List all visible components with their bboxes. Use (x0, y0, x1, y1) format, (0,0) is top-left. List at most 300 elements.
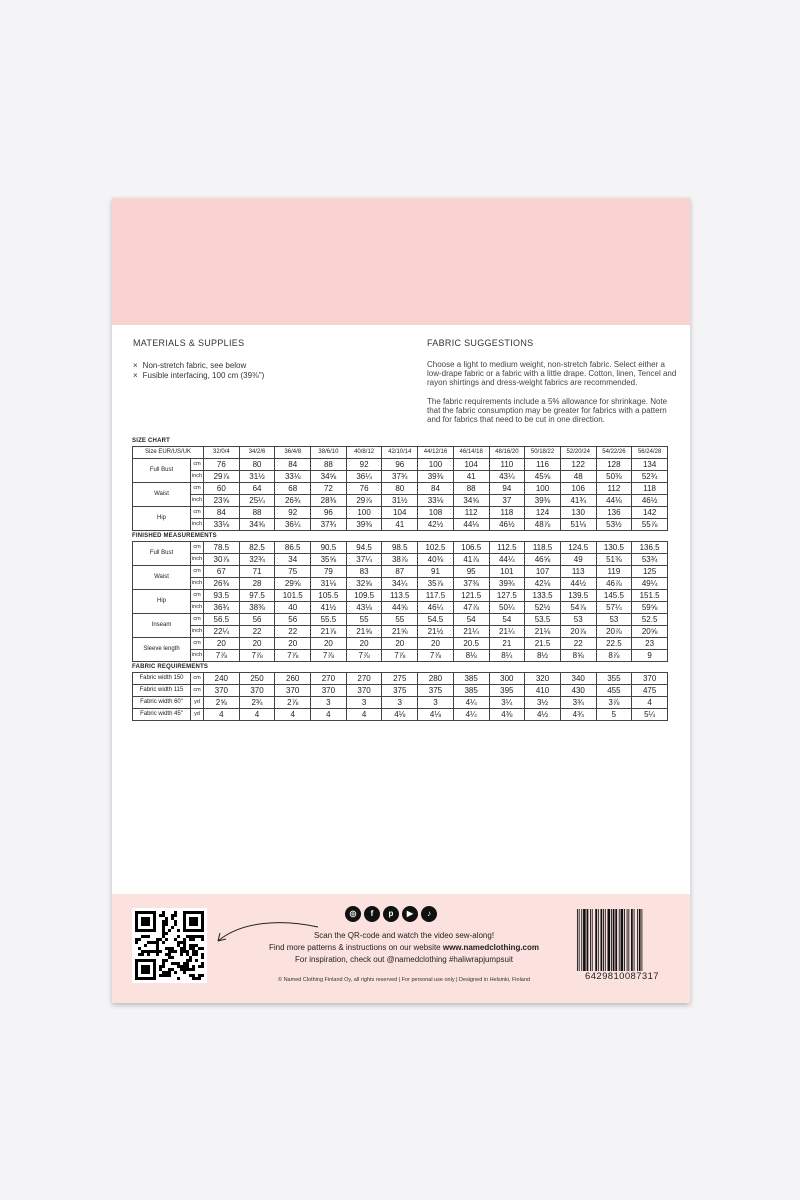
value-cell: 29⅞ (204, 471, 240, 483)
value-cell: 98.5 (382, 542, 418, 554)
value-cell: 142 (632, 507, 668, 519)
value-cell: 370 (239, 685, 275, 697)
value-cell: 34¼ (382, 578, 418, 590)
value-cell: 125 (632, 566, 668, 578)
value-cell: 112.5 (489, 542, 525, 554)
value-cell: 3 (418, 697, 454, 709)
youtube-icon[interactable]: ▶ (402, 906, 418, 922)
value-cell: 370 (204, 685, 240, 697)
value-cell: 22¼ (204, 626, 240, 638)
value-cell: 54.5 (418, 614, 454, 626)
row-label: Waist (133, 566, 191, 590)
unit-cell: inch (191, 578, 204, 590)
value-cell: 23⅝ (204, 495, 240, 507)
value-cell: 300 (489, 673, 525, 685)
value-cell: 88 (453, 483, 489, 495)
value-cell: 44½ (560, 578, 596, 590)
value-cell: 39⅜ (418, 471, 454, 483)
table-row (133, 578, 668, 590)
value-cell: 82.5 (239, 542, 275, 554)
value-cell: 30⅞ (204, 554, 240, 566)
size-header-cell: 38/6/10 (311, 447, 347, 459)
value-cell: 80 (382, 483, 418, 495)
qr-code[interactable] (132, 908, 207, 983)
value-cell: 49¼ (632, 578, 668, 590)
value-cell: 46½ (632, 495, 668, 507)
value-cell: 8⅞ (596, 650, 632, 662)
value-cell: 53½ (596, 519, 632, 531)
table-row (133, 602, 668, 614)
row-label: Waist (133, 483, 191, 507)
materials-title: MATERIALS & SUPPLIES (133, 338, 245, 348)
value-cell: 25¼ (239, 495, 275, 507)
value-cell: 119 (596, 566, 632, 578)
value-cell: 116 (525, 459, 561, 471)
value-cell: 370 (632, 673, 668, 685)
value-cell: 270 (346, 673, 382, 685)
footer-line-1: Scan the QR-code and watch the video sew-along! (313, 931, 495, 940)
value-cell: 76 (204, 459, 240, 471)
value-cell: 55 (382, 614, 418, 626)
value-cell: 21⅞ (311, 626, 347, 638)
size-header-cell: 50/18/22 (525, 447, 561, 459)
size-header-row (133, 447, 668, 459)
value-cell: 51⅜ (596, 554, 632, 566)
materials-item-text: Non-stretch fabric, see below (142, 361, 247, 370)
fabric-paragraph: Choose a light to medium weight, non-stretch fabric. Select either a low-drape fabric or a fabric with a little drape. Cotton, linen, Tencel and rayon shirtings and dress-weight fabrics are recommended. (427, 360, 677, 387)
unit-cell: yd (191, 697, 204, 709)
value-cell: 355 (596, 673, 632, 685)
value-cell: 8⅝ (560, 650, 596, 662)
unit-cell: cm (191, 542, 204, 554)
value-cell: 100 (418, 459, 454, 471)
row-label: Fabric width 115 (133, 685, 191, 697)
value-cell: 75 (275, 566, 311, 578)
table-row (133, 519, 668, 531)
materials-item-text: Fusible interfacing, 100 cm (39⅜") (142, 371, 265, 380)
value-cell: 113 (560, 566, 596, 578)
value-cell: 78.5 (204, 542, 240, 554)
footer-line-2-text: Find more patterns & instructions on our website (268, 943, 443, 952)
tiktok-icon[interactable]: ♪ (421, 906, 437, 922)
value-cell: 240 (204, 673, 240, 685)
value-cell: 395 (489, 685, 525, 697)
table-row (133, 459, 668, 471)
value-cell: 3⅞ (596, 697, 632, 709)
facebook-icon[interactable]: f (364, 906, 380, 922)
value-cell: 20 (204, 638, 240, 650)
value-cell: 7⅞ (275, 650, 311, 662)
value-cell: 36¾ (204, 602, 240, 614)
value-cell: 39⅜ (525, 495, 561, 507)
value-cell: 72 (311, 483, 347, 495)
size-header-cell: 40/8/12 (346, 447, 382, 459)
value-cell: 44¼ (489, 554, 525, 566)
size-header-cell: 42/10/14 (382, 447, 418, 459)
value-cell: 3 (311, 697, 347, 709)
value-cell: 410 (525, 685, 561, 697)
value-cell: 106.5 (453, 542, 489, 554)
value-cell: 44⅛ (453, 519, 489, 531)
value-cell: 375 (382, 685, 418, 697)
value-cell: 110 (489, 459, 525, 471)
instagram-icon[interactable]: ◎ (345, 906, 361, 922)
value-cell: 22.5 (596, 638, 632, 650)
unit-cell: inch (191, 471, 204, 483)
value-cell: 105.5 (311, 590, 347, 602)
value-cell: 96 (382, 459, 418, 471)
value-cell: 87 (382, 566, 418, 578)
value-cell: 50⅜ (596, 471, 632, 483)
unit-cell: inch (191, 602, 204, 614)
value-cell: 34⅝ (311, 471, 347, 483)
value-cell: 2⅝ (204, 697, 240, 709)
value-cell: 4½ (525, 709, 561, 721)
value-cell: 270 (311, 673, 347, 685)
row-label: Fabric width 150 (133, 673, 191, 685)
value-cell: 42⅛ (525, 578, 561, 590)
table-row (133, 495, 668, 507)
value-cell: 20 (346, 638, 382, 650)
pinterest-icon[interactable]: p (383, 906, 399, 922)
value-cell: 104 (382, 507, 418, 519)
value-cell: 122 (560, 459, 596, 471)
value-cell: 41½ (311, 602, 347, 614)
value-cell: 53 (596, 614, 632, 626)
value-cell: 33⅛ (204, 519, 240, 531)
value-cell: 133.5 (525, 590, 561, 602)
value-cell: 46⅝ (525, 554, 561, 566)
size-header-label: Size EUR/US/UK (133, 447, 204, 459)
row-label: Fabric width 45" (133, 709, 191, 721)
value-cell: 46½ (489, 519, 525, 531)
value-cell: 22 (560, 638, 596, 650)
value-cell: 34⅝ (239, 519, 275, 531)
fabric-suggestions (427, 360, 679, 434)
table-row (133, 673, 668, 685)
value-cell: 8⅛ (453, 650, 489, 662)
table-row (133, 507, 668, 519)
value-cell: 20⅝ (632, 626, 668, 638)
value-cell: 28⅜ (311, 495, 347, 507)
value-cell: 64 (239, 483, 275, 495)
value-cell: 35⅞ (418, 578, 454, 590)
fabric-paragraph: The fabric requirements include a 5% allowance for shrinkage. Note that the fabric consumption may be greater for fabrics with a pattern and for fabrics that need to be cut in one direction. (427, 397, 668, 424)
value-cell: 21 (489, 638, 525, 650)
finished-table (132, 541, 668, 662)
value-cell: 4 (239, 709, 275, 721)
value-cell: 37⅜ (453, 578, 489, 590)
website-link[interactable]: www.namedclothing.com (442, 943, 539, 952)
value-cell: 26⅜ (204, 578, 240, 590)
value-cell: 52¾ (632, 471, 668, 483)
table-row (133, 566, 668, 578)
value-cell: 23 (632, 638, 668, 650)
value-cell: 88 (311, 459, 347, 471)
unit-cell: cm (191, 638, 204, 650)
value-cell: 31⅛ (311, 578, 347, 590)
value-cell: 94 (489, 483, 525, 495)
value-cell: 145.5 (596, 590, 632, 602)
value-cell: 3 (346, 697, 382, 709)
value-cell: 41⅞ (453, 554, 489, 566)
table-row (133, 709, 668, 721)
value-cell: 4⅜ (489, 709, 525, 721)
unit-cell: cm (191, 507, 204, 519)
value-cell: 48 (560, 471, 596, 483)
value-cell: 26¾ (275, 495, 311, 507)
value-cell: 7⅞ (311, 650, 347, 662)
value-cell: 370 (311, 685, 347, 697)
value-cell: 48⅞ (525, 519, 561, 531)
value-cell: 37 (489, 495, 525, 507)
value-cell: 54 (489, 614, 525, 626)
value-cell: 130.5 (596, 542, 632, 554)
value-cell: 47⅞ (453, 602, 489, 614)
unit-cell: inch (191, 626, 204, 638)
value-cell: 44⅝ (382, 602, 418, 614)
copyright: © Named Clothing Finland Oy, all rights reserved | For personal use only | Designed in Helsinki, Finland (278, 977, 530, 983)
value-cell: 8¼ (489, 650, 525, 662)
value-cell: 4⅛ (382, 709, 418, 721)
value-cell: 43⅛ (346, 602, 382, 614)
unit-cell: inch (191, 554, 204, 566)
value-cell: 5¼ (632, 709, 668, 721)
value-cell: 20 (239, 638, 275, 650)
value-cell: 20 (382, 638, 418, 650)
value-cell: 21⅝ (346, 626, 382, 638)
value-cell: 50¼ (489, 602, 525, 614)
value-cell: 55⅞ (632, 519, 668, 531)
value-cell: 134 (632, 459, 668, 471)
value-cell: 84 (418, 483, 454, 495)
value-cell: 49 (560, 554, 596, 566)
value-cell: 118 (489, 507, 525, 519)
value-cell: 20⅞ (596, 626, 632, 638)
value-cell: 71 (239, 566, 275, 578)
value-cell: 340 (560, 673, 596, 685)
value-cell: 37¾ (382, 471, 418, 483)
materials-item (133, 361, 383, 371)
value-cell: 370 (346, 685, 382, 697)
value-cell: 33⅛ (275, 471, 311, 483)
value-cell: 43¼ (489, 471, 525, 483)
value-cell: 68 (275, 483, 311, 495)
value-cell: 4⅛ (418, 709, 454, 721)
value-cell: 7⅞ (204, 650, 240, 662)
value-cell: 21½ (418, 626, 454, 638)
value-cell: 32⅝ (346, 578, 382, 590)
value-cell: 20.5 (453, 638, 489, 650)
value-cell: 36¼ (346, 471, 382, 483)
value-cell: 4 (275, 709, 311, 721)
value-cell: 109.5 (346, 590, 382, 602)
value-cell: 95 (453, 566, 489, 578)
value-cell: 22 (239, 626, 275, 638)
value-cell: 101 (489, 566, 525, 578)
value-cell: 3¼ (489, 697, 525, 709)
value-cell: 56 (275, 614, 311, 626)
value-cell: 3½ (525, 697, 561, 709)
value-cell: 260 (275, 673, 311, 685)
value-cell: 46⅞ (596, 578, 632, 590)
materials-item (133, 371, 383, 381)
value-cell: 4 (204, 709, 240, 721)
unit-cell: inch (191, 650, 204, 662)
value-cell: 37¾ (311, 519, 347, 531)
row-label: Inseam (133, 614, 191, 638)
unit-cell: cm (191, 614, 204, 626)
value-cell: 86.5 (275, 542, 311, 554)
value-cell: 91 (418, 566, 454, 578)
value-cell: 21⅛ (525, 626, 561, 638)
footer-band (112, 894, 690, 1003)
value-cell: 118 (632, 483, 668, 495)
size-header-cell: 32/0/4 (204, 447, 240, 459)
value-cell: 106 (560, 483, 596, 495)
value-cell: 4 (632, 697, 668, 709)
unit-cell: inch (191, 495, 204, 507)
value-cell: 4 (346, 709, 382, 721)
row-label: Full Bust (133, 459, 191, 483)
value-cell: 76 (346, 483, 382, 495)
value-cell: 113.5 (382, 590, 418, 602)
value-cell: 21⅝ (382, 626, 418, 638)
table-row (133, 626, 668, 638)
value-cell: 56.5 (204, 614, 240, 626)
value-cell: 55 (346, 614, 382, 626)
social-icons (345, 906, 437, 922)
value-cell: 21¼ (453, 626, 489, 638)
value-cell: 107 (525, 566, 561, 578)
value-cell: 53¾ (632, 554, 668, 566)
value-cell: 41¾ (560, 495, 596, 507)
value-cell: 139.5 (560, 590, 596, 602)
value-cell: 97.5 (239, 590, 275, 602)
table-row (133, 638, 668, 650)
unit-cell: cm (191, 566, 204, 578)
value-cell: 100 (346, 507, 382, 519)
value-cell: 32¾ (239, 554, 275, 566)
value-cell: 57¼ (596, 602, 632, 614)
footer-line-2 (232, 942, 576, 954)
row-label: Fabric width 60" (133, 697, 191, 709)
value-cell: 90.5 (311, 542, 347, 554)
value-cell: 55.5 (311, 614, 347, 626)
value-cell: 59⅝ (632, 602, 668, 614)
table-row (133, 542, 668, 554)
value-cell: 42½ (418, 519, 454, 531)
unit-cell: yd (191, 709, 204, 721)
table-row (133, 483, 668, 495)
value-cell: 375 (418, 685, 454, 697)
value-cell: 53.5 (525, 614, 561, 626)
value-cell: 102.5 (418, 542, 454, 554)
size-header-cell: 48/16/20 (489, 447, 525, 459)
value-cell: 40⅜ (418, 554, 454, 566)
footer-text (232, 930, 576, 966)
table-row (133, 685, 668, 697)
value-cell: 275 (382, 673, 418, 685)
value-cell: 7⅞ (418, 650, 454, 662)
value-cell: 33⅛ (418, 495, 454, 507)
value-cell: 22 (275, 626, 311, 638)
value-cell: 28 (239, 578, 275, 590)
value-cell: 7⅞ (239, 650, 275, 662)
top-color-band (112, 198, 690, 325)
value-cell: 5 (596, 709, 632, 721)
value-cell: 127.5 (489, 590, 525, 602)
value-cell: 3¾ (560, 697, 596, 709)
row-label: Full Bust (133, 542, 191, 566)
value-cell: 36¼ (275, 519, 311, 531)
unit-cell: cm (191, 673, 204, 685)
value-cell: 31½ (239, 471, 275, 483)
value-cell: 385 (453, 685, 489, 697)
value-cell: 39¾ (489, 578, 525, 590)
value-cell: 93.5 (204, 590, 240, 602)
value-cell: 54⅞ (560, 602, 596, 614)
value-cell: 112 (453, 507, 489, 519)
value-cell: 41 (453, 471, 489, 483)
value-cell: 53 (560, 614, 596, 626)
value-cell: 34 (275, 554, 311, 566)
unit-cell: inch (191, 519, 204, 531)
value-cell: 2⅞ (275, 697, 311, 709)
value-cell: 83 (346, 566, 382, 578)
value-cell: 79 (311, 566, 347, 578)
value-cell: 108 (418, 507, 454, 519)
size-chart-table (132, 446, 668, 531)
value-cell: 34⅝ (453, 495, 489, 507)
value-cell: 136.5 (632, 542, 668, 554)
value-cell: 52½ (525, 602, 561, 614)
value-cell: 100 (525, 483, 561, 495)
value-cell: 430 (560, 685, 596, 697)
size-header-cell: 44/12/16 (418, 447, 454, 459)
measurement-tables (132, 436, 668, 721)
value-cell: 51⅛ (560, 519, 596, 531)
value-cell: 4 (311, 709, 347, 721)
value-cell: 29⅝ (275, 578, 311, 590)
fabric-req-table (132, 672, 668, 721)
size-header-cell: 54/22/26 (596, 447, 632, 459)
value-cell: 84 (204, 507, 240, 519)
row-label: Hip (133, 590, 191, 614)
value-cell: 2¾ (239, 697, 275, 709)
value-cell: 124 (525, 507, 561, 519)
value-cell: 60 (204, 483, 240, 495)
value-cell: 41 (382, 519, 418, 531)
value-cell: 92 (346, 459, 382, 471)
value-cell: 250 (239, 673, 275, 685)
value-cell: 94.5 (346, 542, 382, 554)
value-cell: 128 (596, 459, 632, 471)
size-header-cell: 46/14/18 (453, 447, 489, 459)
value-cell: 44⅛ (596, 495, 632, 507)
value-cell: 280 (418, 673, 454, 685)
unit-cell: cm (191, 590, 204, 602)
fabric-req-title: FABRIC REQUIREMENTS (132, 664, 209, 670)
value-cell: 320 (525, 673, 561, 685)
unit-cell: cm (191, 483, 204, 495)
table-row (133, 471, 668, 483)
unit-cell: cm (191, 685, 204, 697)
value-cell: 130 (560, 507, 596, 519)
value-cell: 475 (632, 685, 668, 697)
value-cell: 52.5 (632, 614, 668, 626)
value-cell: 4¼ (453, 697, 489, 709)
